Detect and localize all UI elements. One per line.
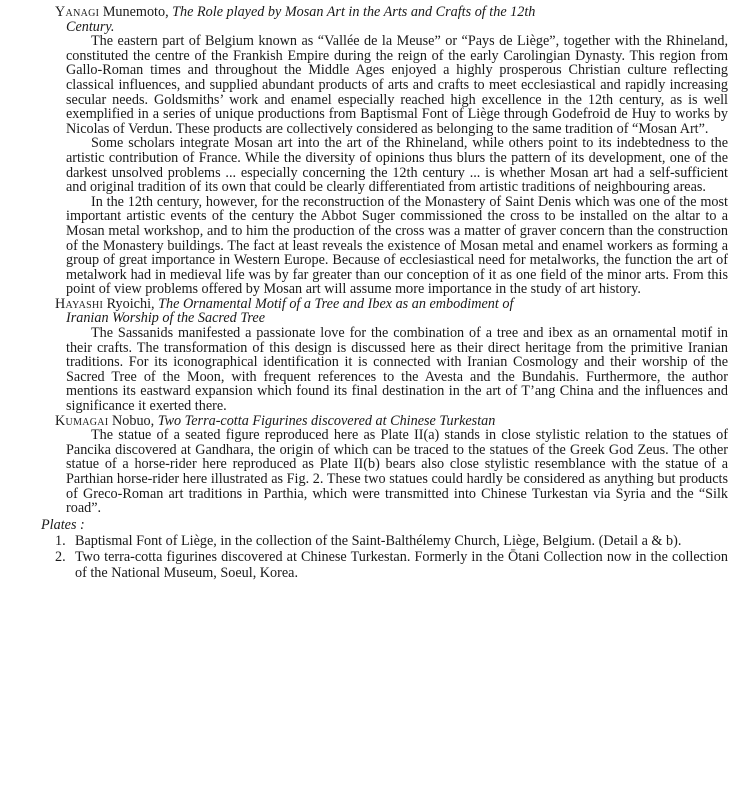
abstract-entry-yanagi [55,5,728,297]
plate-caption: Baptismal Font of Liège, in the collection of the Saint-Balthélemy Church, Liège, Belgium. (Detail a & b). [75,532,682,549]
plate-number: 1. [55,532,66,549]
article-title: The Role played by Mosan Art in the Arts and Crafts of the 12th [172,4,536,20]
author-given-name: Nobuo, [112,412,155,429]
plate-number: 2. [55,549,66,566]
entry-heading [55,5,728,34]
abstract-paragraph: The Sassanids manifested a passionate love for the combination of a tree and ibex as an ornamental motif in their crafts. The transformation of this design is discussed here as their direct heritage from the primitive Iranian traditions. For its iconographical identification it is connected with Iranian Cosmology and their worship of the Sacred Tree of the Moon, with frequent references to the Avesta and the Bundahis. Furthermore, the author mentions its eastward expansion which found its final destination in the art of T’ang China and the influences and significance it exerted there. [66,325,728,415]
abstract-paragraph: The eastern part of Belgium known as “Vallée de la Meuse” or “Pays de Liège”, together with the Rhineland, constituted the centre of the Frankish Empire during the reign of the early Carolingian Dynasty. This region from Gallo-Roman times and throughout the Middle Ages enjoyed a highly prosperous Christian culture reflecting classical influences, and supplied abundant products of arts and crafts to meet ecclesiastical and rapidly increasing secular needs. Goldsmiths’ work and enamel especially reached high excellence in the 12th century, as is well exemplified in a series of unique productions from Baptismal Font of Liège through Godefroid de Huy to works by Nicolas of Verdun. These products are collectively considered as belonging to the same tradition of “Mosan Art”. [66,33,728,137]
article-title-continued: Iranian Worship of the Sacred Tree [66,310,266,327]
abstract-paragraph: The statue of a seated figure reproduced here as Plate II(a) stands in close stylistic relation to the statues of Pancika discovered at Gandhara, the origin of which can be traced to the statues of the Greek God Zeus. The other statue of a horse-rider here reproduced as Plate II(b) bears also close stylistic resemblance with the statue of a Parthian horse-rider here illustrated as Fig. 2. These two statues could hardly be considered as anything but products of Greco-Roman art traditions in Parthia, which were transmitted into Chinese Turkestan via Syria and the “Silk road”. [66,427,728,517]
author-family-name: Kumagai [55,412,109,429]
author-family-name: Yanagi [55,4,100,20]
abstract-paragraph: In the 12th century, however, for the reconstruction of the Monastery of Saint Denis which was one of the most important artistic events of the century the Abbot Suger commissioned the cross to be installed on the altar to a Mosan metal workshop, and to him the production of the cross was a matter of graver concern than the construction of the Monastery buildings. The fact at least reveals the existence of Mosan metal and enamel workers as forming a group of great importance in Western Europe. Because of ecclesiastical need for metalworks, the function the art of metalwork had in medieval life was by far greater than our conception of it as one field of the minor arts. From this point of view problems offered by Mosan art will assume more importance in the study of art history. [66,193,728,298]
abstract-entry-hayashi [55,297,728,414]
author-given-name: Ryoichi, [106,295,155,312]
abstract-entry-kumagai [55,414,728,516]
plates-list [41,518,728,582]
abstract-paragraph: Some scholars integrate Mosan art into the art of the Rhineland, while others point to its indebtedness to the artistic contribution of France. While the diversity of opinions thus blurs the pattern of its development, one of the darkest unsolved problems ... especially concerning the 12th century ... is whether Mosan art had a self-sufficient and original tradition of its own that could be clearly differentiated from artistic traditions of neighbouring areas. [66,135,728,196]
entry-heading [55,414,728,429]
author-given-name: Munemoto, [102,4,169,20]
plates-heading: Plates : [41,516,85,533]
entry-heading [55,297,728,326]
plate-caption: Two terra-cotta figurines discovered at Chinese Turkestan. Formerly in the Ōtani Collection now in the collection of the National Museum, Soeul, Korea. [75,549,728,581]
article-title-continued: Century. [66,18,115,35]
plate-item [41,550,728,581]
author-family-name: Hayashi [55,295,104,312]
article-title: Two Terra-cotta Figurines discovered at Chinese Turkestan [157,412,496,429]
plate-item [41,534,728,550]
article-title: The Ornamental Motif of a Tree and Ibex as an embodiment of [158,295,514,312]
